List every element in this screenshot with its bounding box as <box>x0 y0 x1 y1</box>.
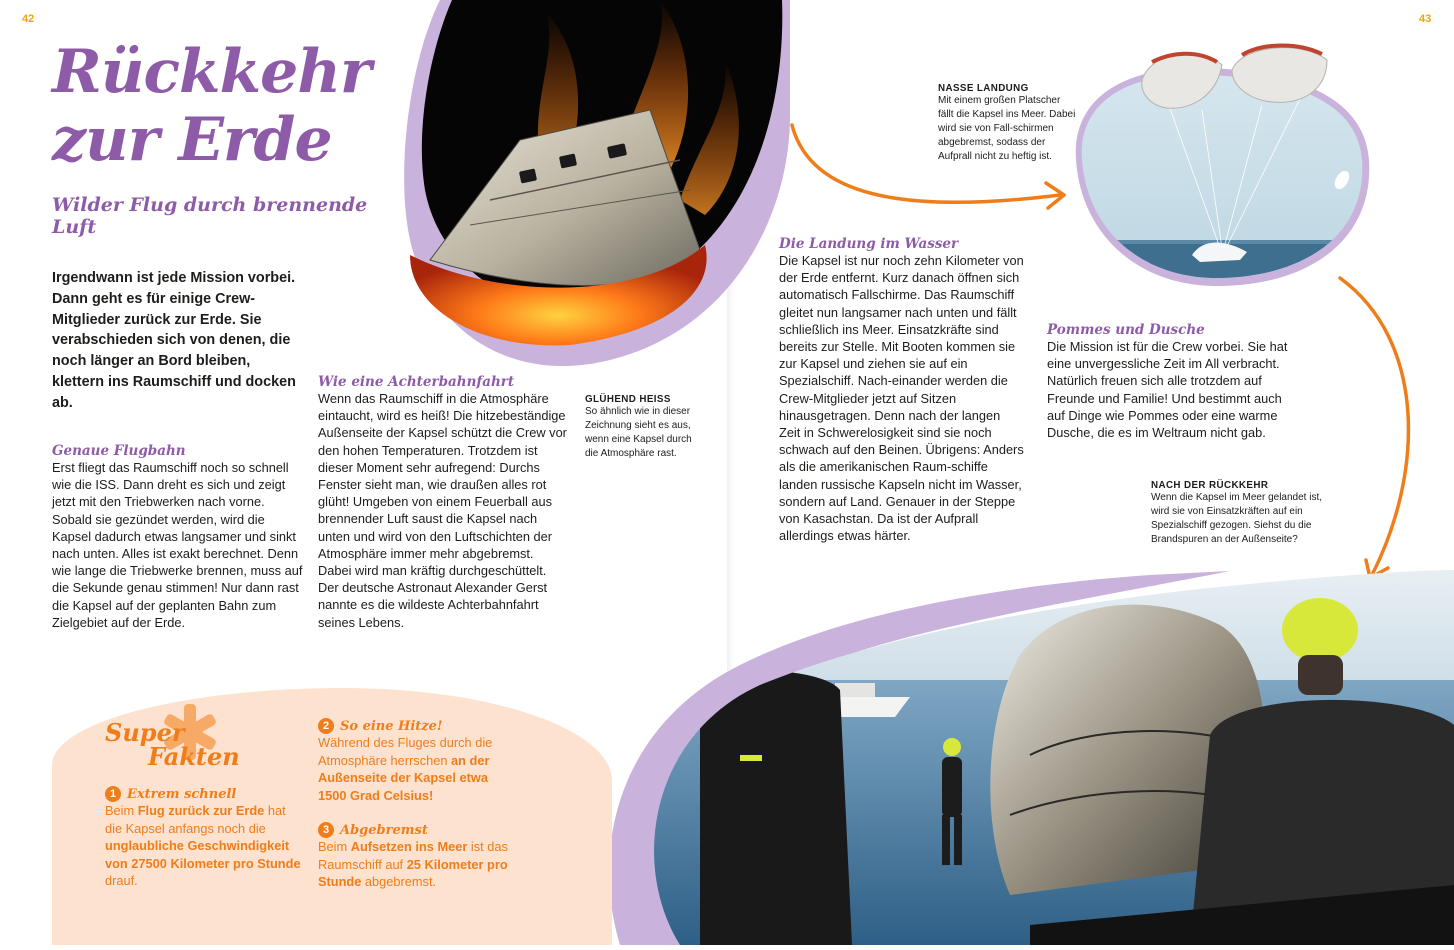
caption-nach-heading: NACH DER RÜCKKEHR <box>1151 480 1269 491</box>
section-achterbahn-heading: Wie eine Achterbahnfahrt <box>318 374 515 390</box>
fact-3-heading: Abgebremst <box>340 822 428 838</box>
section-pommes <box>1047 322 1297 441</box>
fact-1-part3: drauf. <box>105 873 138 888</box>
fact-2-heading-row <box>318 718 503 734</box>
fact-1-part2: hat die Kapsel anfangs noch die <box>105 803 286 836</box>
section-flugbahn-heading: Genaue Flugbahn <box>52 443 186 459</box>
fact-3 <box>318 822 518 891</box>
section-pommes-text: Die Mission ist für die Crew vorbei. Sie hat eine unvergessliche Zeit im All verbracht. Natürlich freuen sich alle trotzdem auf Freunde und Familie! Und bestimmt auch auf Dinge wie Pommes oder eine warme Dusche, die es im Weltraum nicht gab. <box>1047 339 1288 441</box>
fact-2-number-icon: 2 <box>318 718 334 734</box>
fact-2-text <box>318 734 503 804</box>
capsule-reentry-illustration <box>370 0 790 400</box>
caption-nasse-heading: NASSE LANDUNG <box>938 83 1029 94</box>
caption-nach-text: Wenn die Kapsel im Meer gelandet ist, wird sie von Einsatzkräften auf ein Spezialschiff gezogen. Siehst du die Brandspuren an der Außenseite? <box>1151 492 1323 545</box>
page-title <box>52 38 392 174</box>
section-landung-heading: Die Landung im Wasser <box>779 236 959 252</box>
fact-2-heading: So eine Hitze! <box>340 718 443 734</box>
fact-1-bold2: unglaubliche Geschwindigkeit von 27500 Kilometer pro Stunde <box>105 838 301 871</box>
fact-3-heading-row <box>318 822 518 838</box>
capsule-reentry-image <box>370 0 790 400</box>
caption-gluehend-text: So ähnlich wie in dieser Zeichnung sieht es aus, wenn eine Kapsel durch die Atmosphäre rast. <box>585 406 692 459</box>
recovery-photo <box>590 565 1454 945</box>
superfakten-label-super: Super <box>105 718 185 747</box>
caption-gluehend-heading: GLÜHEND HEISS <box>585 394 671 405</box>
fact-1 <box>105 786 305 890</box>
parachute-landing-illustration <box>1072 40 1372 290</box>
section-achterbahn <box>318 374 568 631</box>
caption-nasse-text: Mit einem großen Platscher fällt die Kapsel ins Meer. Dabei wird sie von Fall-schirmen abgebremst, sodass der Aufprall nicht zu heftig ist. <box>938 95 1076 162</box>
superfakten-label-fakten: Fakten <box>148 742 240 771</box>
intro-paragraph: Irgendwann ist jede Mission vorbei. Dann geht es für einige Crew-Mitglieder zurück zur Erde. Sie verabschieden sich von denen, die noch länger an Bord bleiben, klettern ins Raumschiff und docken ab. <box>52 270 296 411</box>
fact-3-bold2: 25 Kilometer pro Stunde <box>318 856 508 889</box>
fact-1-text <box>105 802 305 890</box>
arrow-to-rescue <box>1330 270 1430 590</box>
title-line-1: Rückkehr <box>52 37 371 107</box>
fact-2-bold1: an der Außenseite der Kapsel etwa 1500 Grad Celsius! <box>318 752 490 803</box>
fact-3-part3: abgebremst. <box>361 874 437 889</box>
fact-1-bold1: Flug zurück zur Erde <box>137 803 265 818</box>
section-achterbahn-text: Wenn das Raumschiff in die Atmosphäre eintaucht, wird es heiß! Die hitzebeständige Außenseite der Kapsel schützt die Crew vor den hohen Temperaturen. Trotzdem ist dieser Moment sehr aufregend: Durchs Fenster sieht man, wie draußen alles rot glüht! Umgeben von einem Feuerball aus brennender Luft saust die Kapsel nach unten und wird von den Luftschichten der Atmosphäre immer mehr abgebremst. Dabei wird man kräftig durchgeschüttelt. Der deutsche Astronaut Alexander Gerst nannte es die wildeste Achterbahnfahrt seines Lebens. <box>318 391 567 630</box>
section-flugbahn-text: Erst fliegt das Raumschiff noch so schnell wie die ISS. Dann dreht es sich und zeigt jetzt mit den Triebwerken nach vorne. Sobald sie gezündet werden, wird die Kapsel dadurch etwas langsamer und sinkt nach unten. Alles ist exakt berechnet. Denn wie lange die Triebwerke brennen, muss auf die Sekunde genau stimmen! Nur dann rast die Kapsel auf der geplanten Bahn zum Zielgebiet auf der Erde. <box>52 460 303 630</box>
section-landung <box>779 236 1024 544</box>
fact-1-number-icon: 1 <box>105 786 121 802</box>
fact-3-number-icon: 3 <box>318 822 334 838</box>
fact-3-bold1: Aufsetzen ins Meer <box>350 839 468 854</box>
fact-3-part2: ist das Raumschiff auf <box>318 839 508 872</box>
fact-1-heading-row <box>105 786 305 802</box>
section-pommes-heading: Pommes und Dusche <box>1047 322 1205 338</box>
fact-3-text <box>318 838 518 891</box>
caption-nach-rueckkehr <box>1151 480 1331 547</box>
section-flugbahn <box>52 443 304 631</box>
parachute-landing-image <box>1072 40 1372 290</box>
fact-1-part1: Beim <box>105 803 138 818</box>
fact-2-part1: Während des Fluges durch die Atmosphäre herrschen <box>318 735 493 768</box>
fact-3-part1: Beim <box>318 839 351 854</box>
page-number-right: 43 <box>1419 13 1432 25</box>
caption-nasse-landung <box>938 83 1078 164</box>
section-landung-text: Die Kapsel ist nur noch zehn Kilometer von der Erde entfernt. Kurz danach öffnen sich automatisch Fallschirme. Das Raumschiff gleitet nun langsamer nach unten und fällt schließlich ins Meer. Einsatzkräfte sind bereits zur Stelle. Mit Booten kommen sie zur Kapsel und ziehen sie auf ein Spezialschiff. Nach-einander werden die Crew-Mitglieder jetzt auf Sitzen hinausgetragen. Denn nach der langen Zeit in Schwerelosigkeit sind sie noch schwach auf den Beinen. Übrigens: Anders als die amerikanischen Raum-schiffe landen russische Kapseln nicht im Wasser, sondern auf Land. Genauer in der Steppe von Kasachstan. Da ist der Aufprall allerdings etwas härter. <box>779 253 1024 544</box>
recovery-illustration <box>590 565 1454 945</box>
page-number-left: 42 <box>22 13 35 25</box>
fact-1-heading: Extrem schnell <box>127 786 237 802</box>
title-line-2: zur Erde <box>52 105 332 175</box>
page-subtitle: Wilder Flug durch brennende Luft <box>52 194 368 238</box>
fact-2 <box>318 718 503 804</box>
caption-gluehend <box>585 394 700 461</box>
